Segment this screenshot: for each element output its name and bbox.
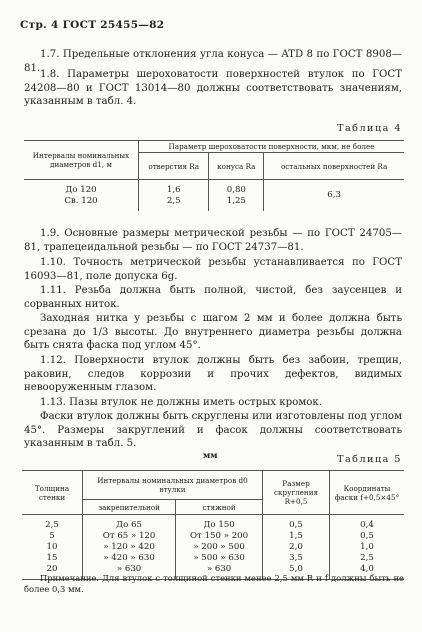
table5-note: Примечание. Для втулок с толщиной стенки менее 2,5 мм R и f должны быть не более 0,3 мм.: [24, 573, 404, 594]
table5-cell-chamfer: 1,0: [330, 542, 405, 553]
table5-header-chamfer: Координаты фаски f+0,5×45°: [330, 471, 405, 515]
page-header: Стр. 4 ГОСТ 25455—82: [20, 19, 165, 31]
paragraph-1-12: 1.12. Поверхности втулок должны быть без забоин, трещин, раковин, следов коррозии и прочих дефектов, видимых невооруженным глазом.: [24, 355, 402, 394]
table5-header-fix: закрепительной: [83, 500, 176, 515]
table4-header-interval: Интервалы номинальных диаметров d1, м: [24, 141, 139, 180]
table4-cell-cone: 0,80: [209, 180, 264, 197]
table5-cell-chamfer: 4,0: [330, 564, 405, 580]
table5-cell-wall: 2,5: [22, 515, 83, 532]
paragraph-1-11-continued: Заходная нитка у резьбы с шагом 2 мм и более должна быть срезана до 1/3 высоты. До внутреннего диаметра резьбы должна быть снята фаска под углом 45°.: [24, 313, 402, 352]
table4-cell-cone: 1,25: [209, 196, 264, 211]
table4-caption: Таблица 4: [337, 123, 402, 134]
table5-header-radius: Размер скругления R+0,5: [263, 471, 330, 515]
table5-cell-pull: » 500 » 630: [176, 553, 263, 564]
table-5: [22, 470, 404, 580]
table5-cell-pull: От 150 » 200: [176, 531, 263, 542]
table5-cell-wall: 15: [22, 553, 83, 564]
table5-cell-chamfer: 2,5: [330, 553, 405, 564]
table5-cell-fix: От 65 » 120: [83, 531, 176, 542]
table5-cell-fix: До 65: [83, 515, 176, 532]
table5-cell-radius: 5,0: [263, 564, 330, 580]
table5-cell-chamfer: 0,4: [330, 515, 405, 532]
paragraph-1-13-continued: Фаски втулок должны быть скруглены или изготовлены под углом 45°. Размеры закруглений и фасок должны соответствовать указанным в табл. 5.: [24, 411, 402, 450]
table5-cell-chamfer: 0,5: [330, 531, 405, 542]
table5-cell-radius: 1,5: [263, 531, 330, 542]
table4-cell-interval: До 120: [24, 180, 139, 197]
table-row: [22, 515, 404, 532]
table4-header-cone: конуса Ra: [209, 153, 264, 180]
table5-cell-fix: » 120 » 420: [83, 542, 176, 553]
table-row: [22, 553, 404, 564]
table5-header-group: Интервалы номинальных диаметров d0 втулки: [83, 471, 263, 500]
table5-cell-radius: 2,0: [263, 542, 330, 553]
table-4: [24, 140, 404, 211]
table5-cell-wall: 10: [22, 542, 83, 553]
table-row: [24, 180, 404, 197]
paragraph-1-9: 1.9. Основные размеры метрической резьбы — по ГОСТ 24705—81, трапецеидальной резьбы — по ГОСТ 24737—81.: [24, 228, 402, 253]
paragraph-1-13: 1.13. Пазы втулок не должны иметь острых кромок.: [40, 397, 322, 408]
table4-cell-interval: Св. 120: [24, 196, 139, 211]
table4-cell-other: 6,3: [264, 180, 404, 212]
table5-cell-radius: 3,5: [263, 553, 330, 564]
table5-cell-pull: До 150: [176, 515, 263, 532]
table5-cell-wall: 5: [22, 531, 83, 542]
table5-cell-pull: » 630: [176, 564, 263, 580]
table5-cell-wall: 20: [22, 564, 83, 580]
table-row: [22, 542, 404, 553]
paragraph-1-8: 1.8. Параметры шероховатости поверхностей втулок по ГОСТ 24208—80 и ГОСТ 13014—80 должны соответствовать значениям, указанным в табл. 4.: [24, 69, 402, 108]
table4-cell-hole: 1,6: [139, 180, 209, 197]
table5-header-pull: стяжной: [176, 500, 263, 515]
paragraph-1-11: 1.11. Резьба должна быть полной, чистой, без заусенцев и сорванных ниток.: [24, 285, 402, 310]
table4-cell-hole: 2,5: [139, 196, 209, 211]
table5-cell-radius: 0,5: [263, 515, 330, 532]
table5-caption: Таблица 5: [337, 454, 402, 465]
paragraph-1-10: 1.10. Точность метрической резьбы устанавливается по ГОСТ 16093—81, поле допуска 6g.: [24, 257, 402, 282]
table5-cell-pull: » 200 » 500: [176, 542, 263, 553]
table5-header-wall: Толщина стенки: [22, 471, 83, 515]
table5-cell-fix: » 630: [83, 564, 176, 580]
table4-header-hole: отверстия Ra: [139, 153, 209, 180]
table-row: [22, 531, 404, 542]
table5-units: мм: [203, 450, 218, 460]
table5-cell-fix: » 420 » 630: [83, 553, 176, 564]
paragraph-1-7: 1.7. Предельные отклонения угла конуса — ATD 8 по ГОСТ 8908—81.: [24, 49, 402, 74]
table4-header-other: остальных поверхностей Ra: [264, 153, 404, 180]
table4-header-group: Параметр шероховатости поверхности, мкм, не более: [139, 141, 405, 153]
